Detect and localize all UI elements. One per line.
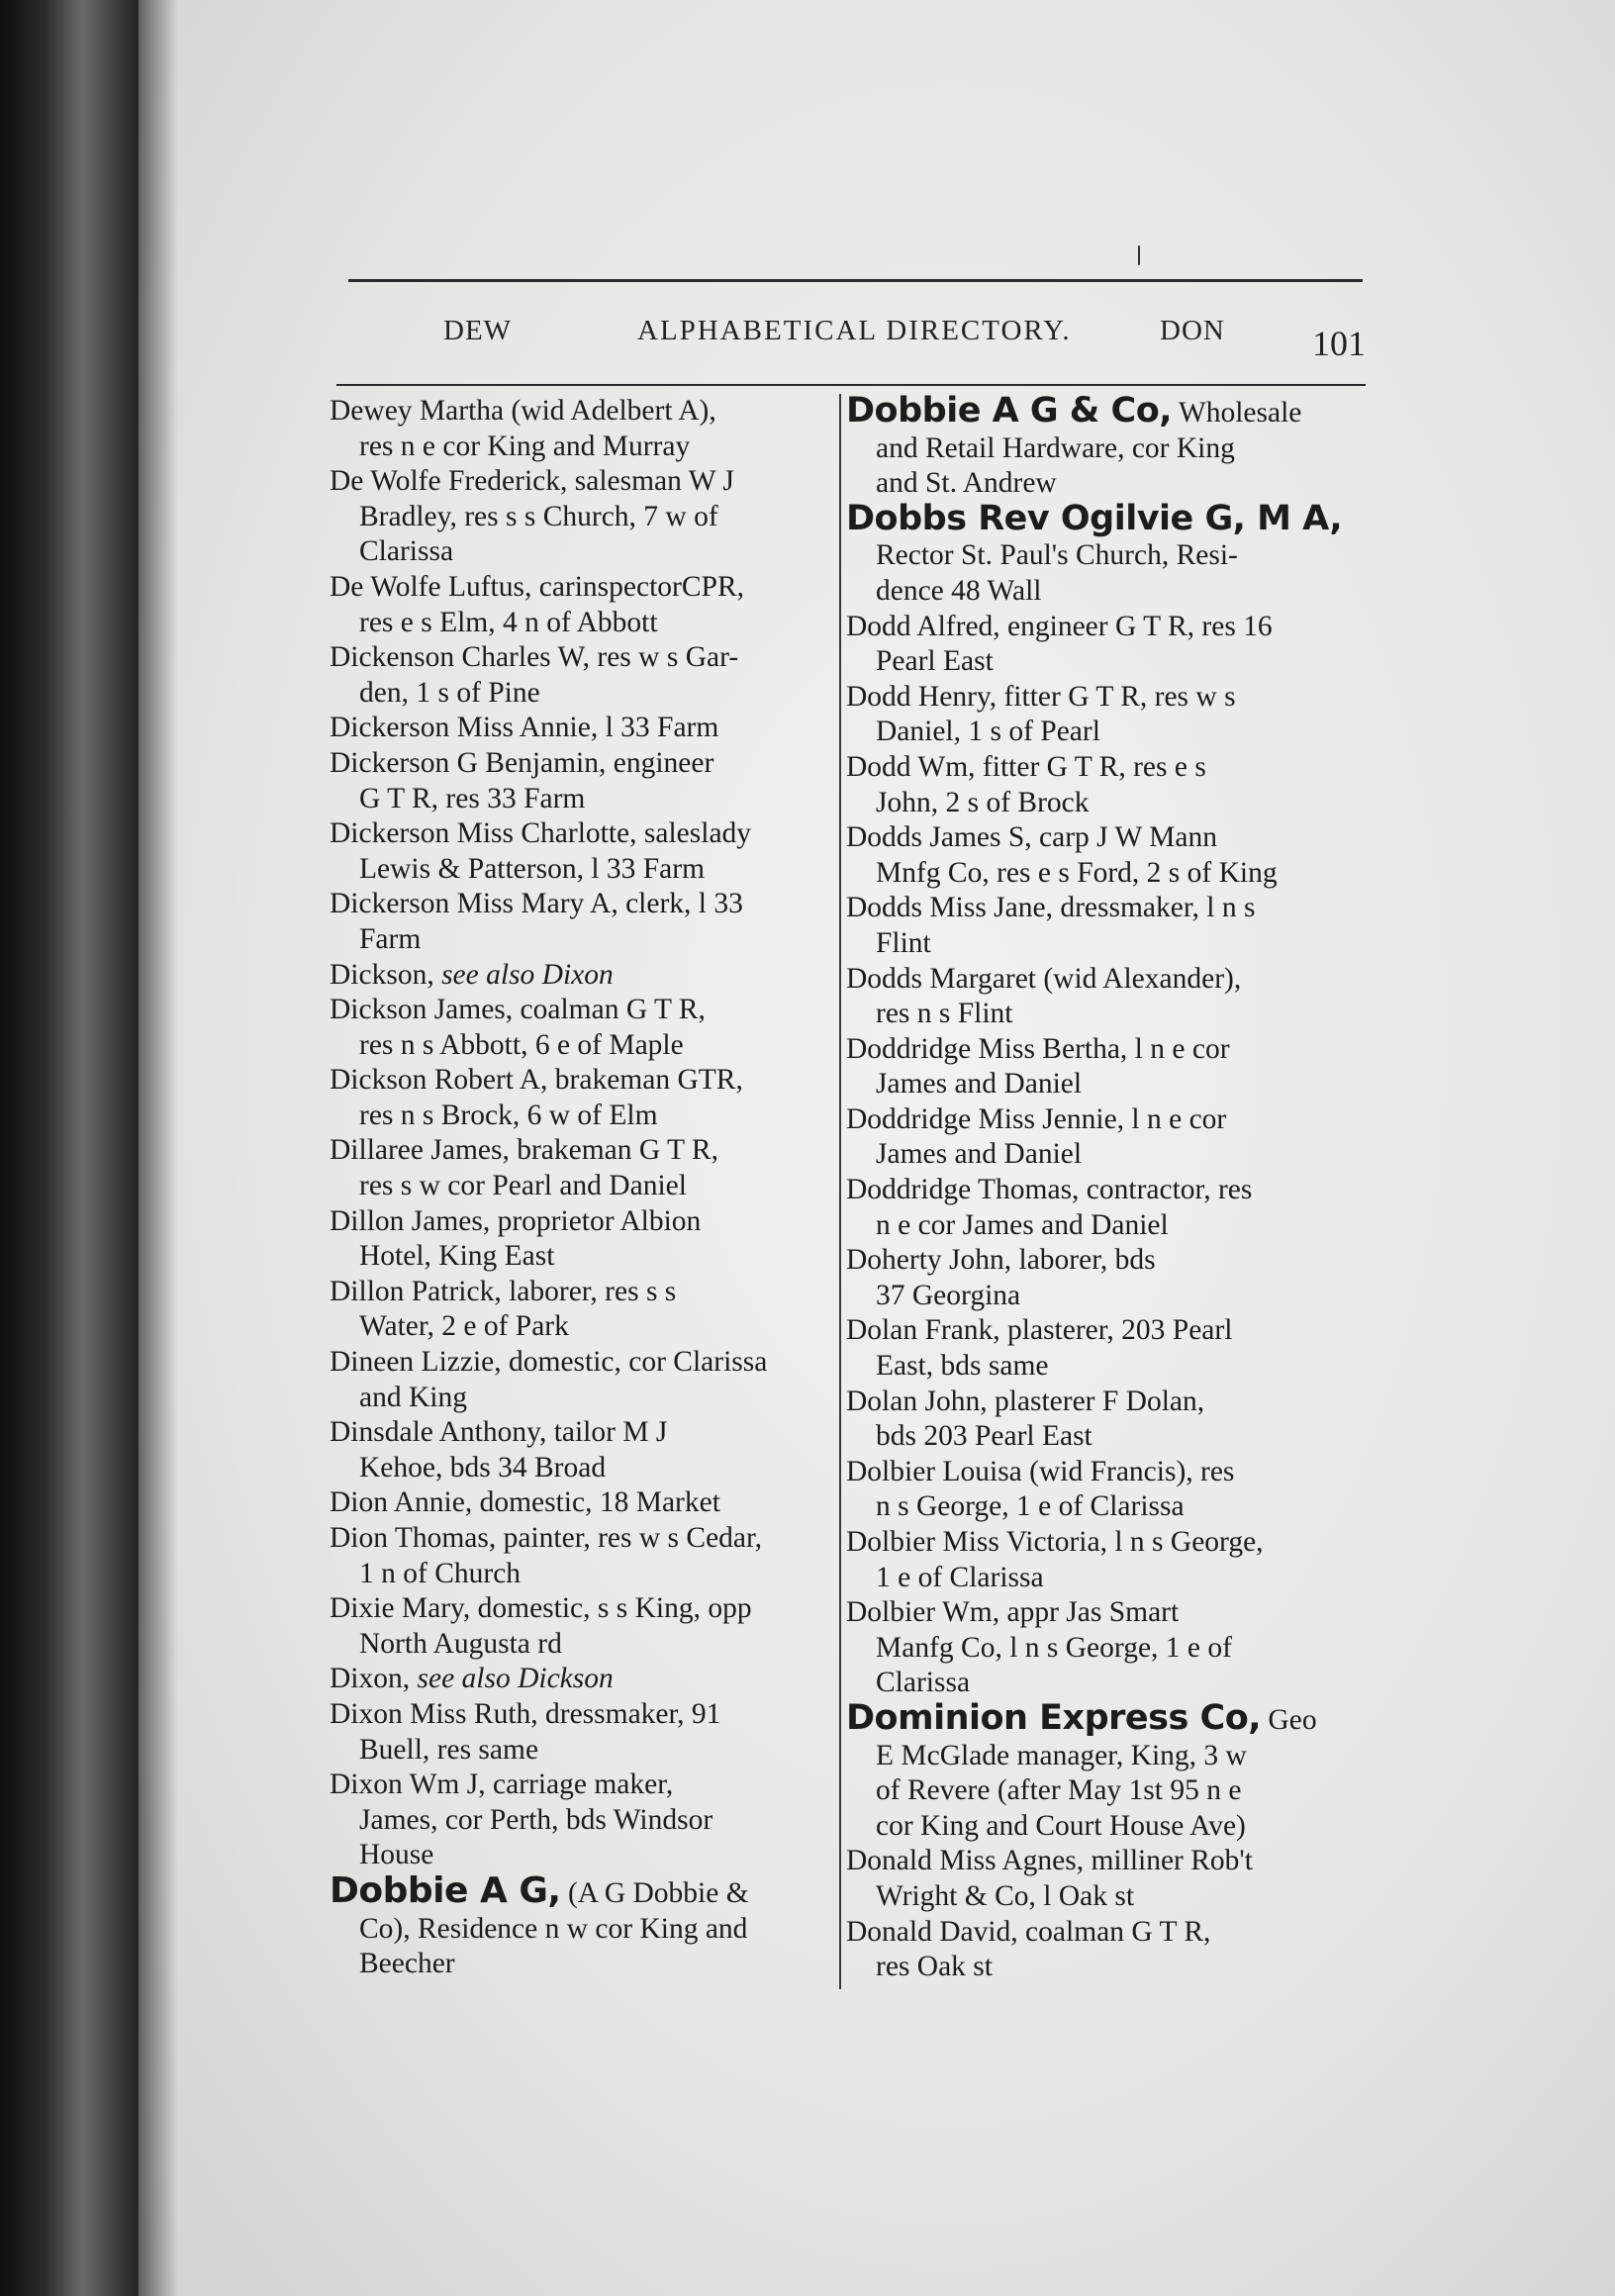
entry-line: bds 203 Pearl East bbox=[876, 1420, 1092, 1453]
directory-entry bbox=[330, 1485, 834, 1521]
entry-line: Farm bbox=[359, 922, 422, 955]
directory-entry bbox=[330, 1662, 834, 1697]
header-bottom-rule bbox=[336, 384, 1366, 386]
entry-line: cor King and Court House Ave) bbox=[876, 1809, 1246, 1842]
directory-entry bbox=[330, 1275, 834, 1345]
directory-entry bbox=[330, 1521, 834, 1591]
directory-entry bbox=[846, 680, 1371, 750]
entry-line: Dixie Mary, domestic, s s King, opp bbox=[330, 1592, 752, 1625]
directory-entry bbox=[330, 1345, 834, 1415]
entry-line: res Oak st bbox=[876, 1951, 993, 1983]
entry-line: Dodds Margaret (wid Alexander), bbox=[846, 962, 1242, 995]
entry-line: Dickerson G Benjamin, engineer bbox=[330, 746, 714, 779]
entry-line: Clarissa bbox=[876, 1667, 971, 1699]
entry-line: James, cor Perth, bds Windsor bbox=[359, 1803, 713, 1836]
entry-line: Bradley, res s s Church, 7 w of bbox=[359, 500, 718, 532]
entry-line: Dolbier Miss Victoria, l n s George, bbox=[846, 1526, 1264, 1558]
entry-line: Co), Residence n w cor King and bbox=[359, 1912, 748, 1945]
entry-line: Dodd Alfred, engineer G T R, res 16 bbox=[846, 610, 1273, 642]
directory-entry bbox=[330, 1869, 834, 1982]
entry-line: John, 2 s of Brock bbox=[876, 786, 1090, 818]
entry-line: and King bbox=[359, 1381, 467, 1413]
entry-bold-name: Dominion Express Co, bbox=[846, 1697, 1262, 1738]
entry-line: Water, 2 e of Park bbox=[359, 1310, 569, 1343]
right-column bbox=[846, 391, 1371, 1985]
directory-entry bbox=[330, 394, 834, 464]
entry-line: Dodds James S, carp J W Mann bbox=[846, 821, 1218, 854]
directory-entry bbox=[330, 1133, 834, 1203]
entry-line: Dodds Miss Jane, dressmaker, l n s bbox=[846, 892, 1256, 924]
entry-line: res n e cor King and Murray bbox=[359, 430, 691, 462]
entry-line: G T R, res 33 Farm bbox=[359, 782, 586, 814]
directory-entry bbox=[846, 1844, 1371, 1914]
directory-entry bbox=[330, 711, 834, 746]
entry-line: House bbox=[359, 1839, 434, 1871]
directory-entry bbox=[330, 1415, 834, 1485]
entry-line: Flint bbox=[876, 926, 931, 959]
entry-line: Dickerson Miss Annie, l 33 Farm bbox=[330, 712, 719, 744]
entry-line: res n s Flint bbox=[876, 998, 1013, 1030]
entry-line: James and Daniel bbox=[876, 1138, 1083, 1171]
entry-line: James and Daniel bbox=[876, 1068, 1083, 1100]
entry-line: North Augusta rd bbox=[359, 1627, 562, 1660]
entry-line: Pearl East bbox=[876, 645, 994, 678]
entry-line: East, bds same bbox=[876, 1350, 1049, 1383]
directory-entry bbox=[846, 750, 1371, 820]
entry-line: Dillon Patrick, laborer, res s s bbox=[330, 1275, 677, 1307]
entry-line: dence 48 Wall bbox=[876, 574, 1042, 607]
directory-entry bbox=[846, 610, 1371, 680]
entry-line: Dion Thomas, painter, res w s Cedar, bbox=[330, 1522, 763, 1554]
directory-entry bbox=[846, 1595, 1371, 1701]
entry-line: Dillon James, proprietor Albion bbox=[330, 1204, 702, 1237]
entry-line: De Wolfe Luftus, carinspectorCPR, bbox=[330, 570, 745, 603]
directory-entry bbox=[846, 820, 1371, 891]
directory-entry bbox=[846, 1697, 1371, 1844]
entry-line: Dixon Miss Ruth, dressmaker, 91 bbox=[330, 1697, 721, 1730]
entry-line: res n s Brock, 6 w of Elm bbox=[359, 1099, 658, 1131]
entry-line: Dion Annie, domestic, 18 Market bbox=[330, 1486, 720, 1519]
entry-bold-name: Dobbie A G, bbox=[330, 1869, 561, 1911]
entry-line: Daniel, 1 s of Pearl bbox=[876, 716, 1100, 748]
directory-entry bbox=[846, 391, 1371, 502]
header-range-start: DEW bbox=[443, 315, 513, 346]
directory-entry bbox=[846, 1455, 1371, 1525]
book-binding-edge bbox=[0, 0, 148, 2296]
entry-line: Dolbier Wm, appr Jas Smart bbox=[846, 1596, 1180, 1629]
directory-entry bbox=[330, 993, 834, 1063]
entry-line: Doddridge Miss Jennie, l n e cor bbox=[846, 1102, 1227, 1135]
entry-line: Dixon, see also Dickson bbox=[330, 1663, 614, 1695]
entry-line: E McGlade manager, King, 3 w bbox=[876, 1739, 1247, 1771]
entry-line: Hotel, King East bbox=[359, 1240, 555, 1273]
entry-line: Dillaree James, brakeman G T R, bbox=[330, 1134, 718, 1167]
entry-line: Doddridge Miss Bertha, l n e cor bbox=[846, 1032, 1230, 1065]
entry-line: Kehoe, bds 34 Broad bbox=[359, 1451, 607, 1483]
entry-line: 37 Georgina bbox=[876, 1279, 1021, 1311]
directory-entry bbox=[330, 746, 834, 816]
directory-entry bbox=[330, 1063, 834, 1133]
column-divider bbox=[839, 394, 841, 1989]
entry-line: Clarissa bbox=[359, 535, 454, 568]
entry-line: den, 1 s of Pine bbox=[359, 676, 540, 709]
directory-entry bbox=[330, 1591, 834, 1662]
entry-line: Dolan Frank, plasterer, 203 Pearl bbox=[846, 1314, 1233, 1347]
entry-line: n s George, 1 e of Clarissa bbox=[876, 1490, 1185, 1523]
directory-entry bbox=[330, 1204, 834, 1275]
directory-entry bbox=[330, 1697, 834, 1768]
directory-entry bbox=[846, 1243, 1371, 1313]
left-column bbox=[330, 394, 834, 1982]
entry-line: Dominion Express Co, Geo bbox=[846, 1697, 1317, 1738]
directory-entry bbox=[330, 816, 834, 887]
entry-line: Dickenson Charles W, res w s Gar- bbox=[330, 641, 739, 674]
header-top-rule bbox=[348, 279, 1363, 282]
entry-line: Lewis & Patterson, l 33 Farm bbox=[359, 852, 706, 885]
entry-line: Dodd Henry, fitter G T R, res w s bbox=[846, 680, 1236, 713]
directory-entry bbox=[846, 1173, 1371, 1243]
entry-line: De Wolfe Frederick, salesman W J bbox=[330, 465, 734, 498]
entry-line: Mnfg Co, res e s Ford, 2 s of King bbox=[876, 856, 1278, 889]
print-speck bbox=[1138, 245, 1140, 265]
entry-line: Dickson James, coalman G T R, bbox=[330, 994, 706, 1026]
entry-line: Dickerson Miss Charlotte, saleslady bbox=[330, 817, 752, 850]
entry-line: and St. Andrew bbox=[876, 467, 1057, 500]
directory-entry bbox=[846, 1385, 1371, 1455]
directory-entry bbox=[846, 498, 1371, 610]
entry-line: Buell, res same bbox=[359, 1733, 539, 1766]
directory-entry bbox=[846, 1032, 1371, 1102]
entry-line: 1 e of Clarissa bbox=[876, 1561, 1044, 1593]
entry-line: Dickerson Miss Mary A, clerk, l 33 bbox=[330, 888, 743, 920]
directory-entry bbox=[846, 1313, 1371, 1384]
page-number: 101 bbox=[1312, 324, 1366, 363]
entry-line: Dobbie A G, (A G Dobbie & bbox=[330, 1869, 749, 1911]
entry-line: n e cor James and Daniel bbox=[876, 1208, 1169, 1241]
directory-entry bbox=[846, 1915, 1371, 1985]
entry-line: Dickson Robert A, brakeman GTR, bbox=[330, 1064, 743, 1097]
gutter-shadow bbox=[139, 0, 178, 2296]
entry-line: Dineen Lizzie, domestic, cor Clarissa bbox=[330, 1346, 768, 1379]
entry-line: Dixon Wm J, carriage maker, bbox=[330, 1769, 674, 1801]
entry-line: Donald Miss Agnes, milliner Rob't bbox=[846, 1845, 1253, 1877]
entry-line: Dinsdale Anthony, tailor M J bbox=[330, 1416, 668, 1449]
directory-entry bbox=[330, 887, 834, 957]
entry-line: Dodd Wm, fitter G T R, res e s bbox=[846, 750, 1206, 783]
entry-bold-name: Dobbs Rev Ogilvie G, M A, bbox=[846, 498, 1343, 538]
directory-entry bbox=[846, 891, 1371, 961]
entry-line: Manfg Co, l n s George, 1 e of bbox=[876, 1631, 1232, 1664]
directory-entry bbox=[330, 958, 834, 994]
entry-line: and Retail Hardware, cor King bbox=[876, 431, 1235, 464]
entry-line: Rector St. Paul's Church, Resi- bbox=[876, 539, 1238, 572]
entry-bold-name: Dobbie A G & Co, bbox=[846, 391, 1173, 430]
entry-line: Doddridge Thomas, contractor, res bbox=[846, 1174, 1253, 1206]
directory-entry bbox=[330, 1768, 834, 1873]
directory-entry bbox=[846, 1525, 1371, 1595]
entry-line: Dolbier Louisa (wid Francis), res bbox=[846, 1455, 1235, 1487]
entry-line: Dewey Martha (wid Adelbert A), bbox=[330, 395, 716, 427]
entry-line: res e s Elm, 4 n of Abbott bbox=[359, 606, 658, 638]
entry-line bbox=[846, 498, 1371, 539]
header-title: ALPHABETICAL DIRECTORY. bbox=[637, 315, 1072, 346]
entry-line: of Revere (after May 1st 95 n e bbox=[876, 1774, 1242, 1807]
directory-entry bbox=[846, 1102, 1371, 1173]
header-range-end: DON bbox=[1160, 315, 1225, 346]
directory-entry bbox=[330, 570, 834, 640]
entry-line: Wright & Co, l Oak st bbox=[876, 1879, 1135, 1912]
entry-line: Dolan John, plasterer F Dolan, bbox=[846, 1385, 1205, 1417]
entry-line: 1 n of Church bbox=[359, 1557, 522, 1589]
entry-line: Dickson, see also Dixon bbox=[330, 958, 614, 991]
entry-line: res n s Abbott, 6 e of Maple bbox=[359, 1028, 684, 1061]
entry-line: Doherty John, laborer, bds bbox=[846, 1244, 1156, 1277]
directory-entry bbox=[846, 962, 1371, 1032]
entry-line: Dobbie A G & Co, Wholesale bbox=[846, 391, 1302, 430]
entry-line: Beecher bbox=[359, 1948, 455, 1980]
entry-line: Donald David, coalman G T R, bbox=[846, 1915, 1211, 1948]
entry-line: res s w cor Pearl and Daniel bbox=[359, 1170, 687, 1202]
directory-entry bbox=[330, 640, 834, 711]
directory-entry bbox=[330, 464, 834, 570]
